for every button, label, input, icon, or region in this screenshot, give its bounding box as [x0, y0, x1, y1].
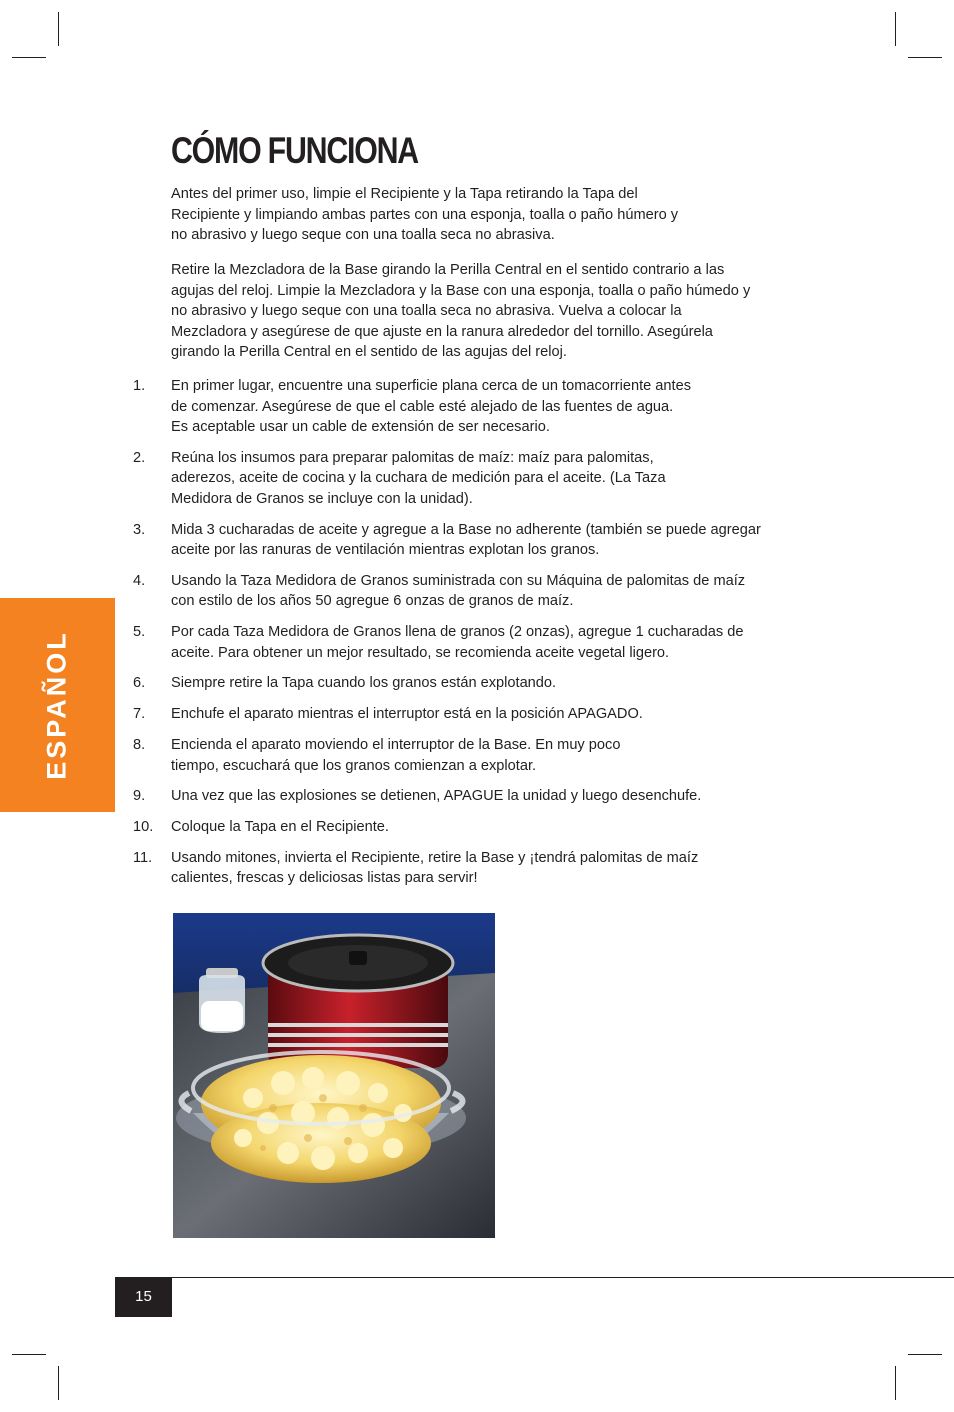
step-number: 9.: [133, 788, 146, 805]
step-text: Por cada Taza Medidora de Granos llena de granos (2 onzas), agregue 1 cucharadas de aceite. Para obtener un mejor resultado, se recomienda aceite vegetal ligero.: [171, 624, 744, 661]
list-item: [133, 735, 671, 776]
step-text: Mida 3 cucharadas de aceite y agregue a la Base no adherente (también se puede agregar aceite por las ranuras de ventilación mientras explotan los granos.: [171, 521, 761, 559]
step-text: Encienda el aparato moviendo el interruptor de la Base. En muy poco tiempo, escuchará que los granos comienzan a explotar.: [171, 737, 621, 774]
step-text: Siempre retire la Tapa cuando los granos están explotando.: [171, 675, 557, 692]
step-text: En primer lugar, encuentre una superficie plana cerca de un tomacorriente antes de comenzar. Asegúrese de que el cable esté alejado de las fuentes de agua. Es aceptable usar un cable de extensión de ser necesario.: [171, 378, 692, 435]
step-number: 8.: [133, 737, 146, 754]
step-text: Una vez que las explosiones se detienen, APAGUE la unidad y luego desenchufe.: [171, 788, 702, 805]
list-item: [133, 848, 711, 889]
list-item: [133, 448, 671, 510]
footer-rule: [115, 1277, 954, 1278]
crop-mark: [895, 12, 896, 46]
language-tab: [0, 598, 115, 812]
step-number: 3.: [133, 521, 146, 538]
step-number: 1.: [133, 378, 146, 394]
step-number: 5.: [133, 624, 146, 641]
crop-mark: [895, 1366, 896, 1400]
page-number: 15: [115, 1277, 172, 1317]
list-item: [133, 817, 771, 838]
page-title: CÓMO FUNCIONA: [171, 130, 418, 171]
crop-mark: [58, 1366, 59, 1400]
list-item: [133, 376, 691, 438]
step-text: Reúna los insumos para preparar palomitas de maíz: maíz para palomitas, aderezos, aceite de cocina y la cuchara de medición para el aceite. (La Taza Medidora de Granos se incluye con la unidad).: [171, 449, 666, 507]
step-text: Enchufe el aparato mientras el interruptor está en la posición APAGADO.: [171, 706, 643, 723]
intro-paragraph: Retire la Mezcladora de la Base girando la Perilla Central en el sentido contrario a las agujas del reloj. Limpie la Mezcladora y la Base con una esponja, toalla o paño húmedo y no abrasivo y luego seque con una toalla seca no abrasiva. Vuelva a colocar la Mezcladora y asegúrese de que ajuste en la ranura alrededor del tornillo. Asegúrela girando la Perilla Central en el sentido de las agujas del reloj.: [171, 262, 751, 360]
step-text: Usando mitones, invierta el Recipiente, retire la Base y ¡tendrá palomitas de maíz calientes, frescas y deliciosas listas para servir!: [171, 849, 699, 887]
crop-mark: [908, 1354, 942, 1355]
language-tab-label: ESPAÑOL: [41, 630, 72, 780]
intro-paragraph: Antes del primer uso, limpie el Recipiente y la Tapa retirando la Tapa del Recipiente y limpiando ambas partes con una esponja, toalla o paño húmero y no abrasivo y luego seque con una toalla seca no abrasiva.: [171, 186, 679, 243]
list-item: [133, 673, 771, 694]
step-number: 4.: [133, 572, 146, 589]
step-text: Usando la Taza Medidora de Granos suministrada con su Máquina de palomitas de maíz con estilo de los años 50 agregue 6 onzas de granos de maíz.: [171, 572, 746, 610]
step-number: 6.: [133, 675, 146, 692]
list-item: [133, 786, 791, 807]
list-item: [133, 571, 751, 612]
step-number: 10.: [133, 819, 154, 836]
step-number: 11.: [133, 849, 153, 866]
step-text: Coloque la Tapa en el Recipiente.: [171, 819, 389, 836]
steps-list: [133, 376, 773, 899]
list-item: [133, 622, 771, 663]
step-number: 7.: [133, 706, 146, 723]
step-number: 2.: [133, 449, 146, 466]
list-item: [133, 704, 771, 725]
crop-mark: [12, 1354, 46, 1355]
list-item: [133, 520, 771, 561]
popcorn-maker-photo: [173, 913, 495, 1238]
crop-mark: [58, 12, 59, 46]
crop-mark: [908, 57, 942, 58]
crop-mark: [12, 57, 46, 58]
